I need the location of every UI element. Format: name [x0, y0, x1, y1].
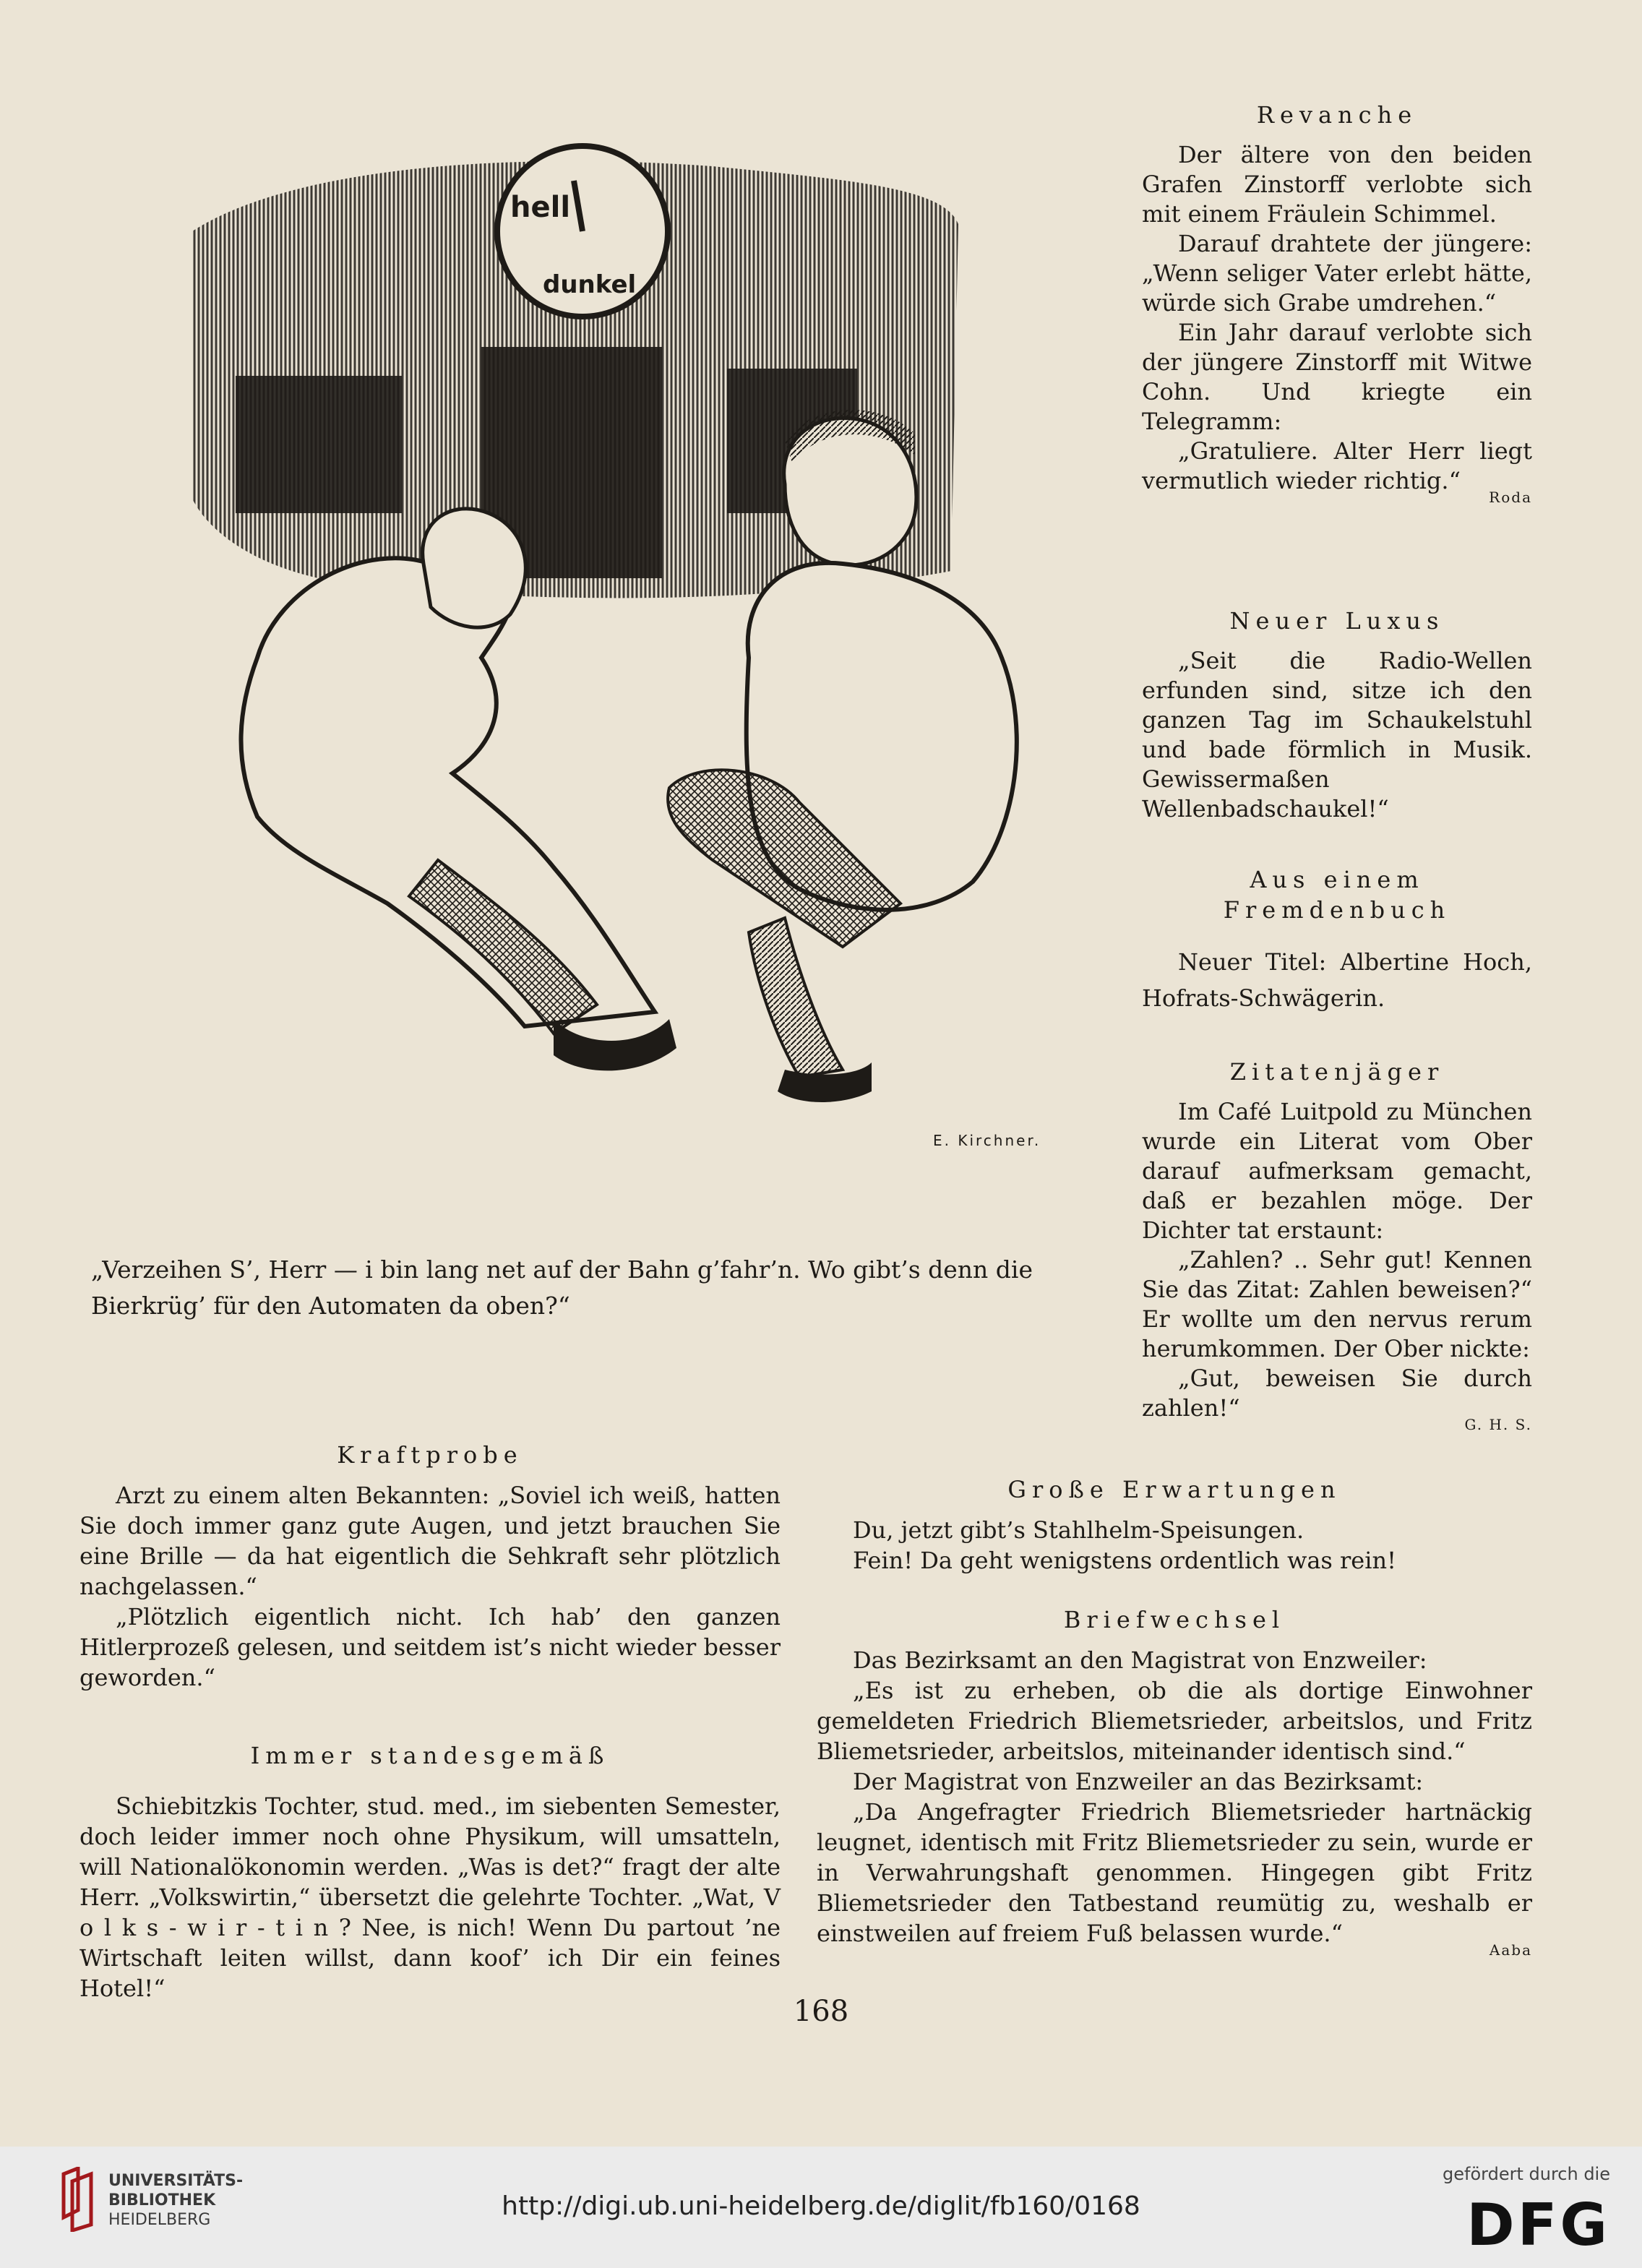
bottom-right-column — [817, 1474, 1532, 1959]
right-column-2 — [1142, 606, 1532, 824]
story-title: Briefwechsel — [1063, 1606, 1286, 1633]
story-paragraph: „Gut, beweisen Sie durch zahlen!“ — [1142, 1365, 1532, 1422]
cartoon-illustration — [149, 137, 1117, 1171]
story-title: Aus einem Fremdenbuch — [1223, 866, 1451, 924]
story-paragraph: Der Magistrat von Enzweiler an das Bezirksamt: — [853, 1768, 1424, 1795]
story-paragraph: „Zahlen? .. Sehr gut! Kennen Sie das Zitat: Zahlen beweisen?“ Er wollte um den nervus rerum herumkommen. Der Ober nickte: — [1142, 1246, 1532, 1362]
story-paragraph: Fein! Da geht wenigstens ordentlich was rein! — [853, 1547, 1396, 1574]
story-title: Neuer Luxus — [1229, 607, 1445, 635]
story-signature: Roda — [1489, 489, 1532, 506]
story-paragraph: Das Bezirksamt an den Magistrat von Enzweiler: — [853, 1646, 1427, 1674]
story-neuer-luxus — [1142, 606, 1532, 824]
story-title: Große Erwartungen — [1007, 1476, 1341, 1503]
story-fremdenbuch — [1142, 864, 1532, 1016]
story-title: Kraftprobe — [337, 1441, 523, 1469]
story-briefwechsel — [817, 1605, 1532, 1959]
story-signature: G. H. S. — [1464, 1416, 1532, 1433]
library-name-line2: BIBLIOTHEK — [108, 2191, 216, 2209]
permalink-url[interactable]: http://digi.ub.uni-heidelberg.de/diglit/fb160/0168 — [502, 2191, 1140, 2221]
funding-label: gefördert durch die — [1443, 2164, 1610, 2184]
story-revanche — [1142, 100, 1532, 506]
story-signature: Aaba — [1489, 1941, 1532, 1959]
right-column-4 — [1142, 1057, 1532, 1433]
story-title: Immer standesgemäß — [250, 1742, 610, 1769]
library-name-line3: HEIDELBERG — [108, 2211, 211, 2229]
story-kraftprobe — [79, 1440, 781, 1693]
story-paragraph: Arzt zu einem alten Bekannten: „Soviel ich weiß, hatten Sie doch immer ganz gute Augen, und jetzt brauchen Sie eine Brille — da hat eigentlich die Sehkraft sehr plötzlich nachgelassen.“ — [79, 1482, 781, 1600]
story-paragraph: „Es ist zu erheben, ob die als dortige Einwohner gemeldeten Friedrich Bliemetsrieder, arbeitslos, und Fritz Bliemetsrieder, arbeitslos, miteinander identisch sind.“ — [817, 1677, 1532, 1765]
dfg-logo: DFG — [1466, 2191, 1610, 2259]
story-standesgemaess — [79, 1740, 781, 2003]
story-title: Zitatenjäger — [1229, 1058, 1445, 1086]
page-number: 168 — [793, 1995, 849, 2028]
bottom-left-column — [79, 1440, 781, 2003]
story-paragraph: Schiebitzkis Tochter, stud. med., im siebenten Semester, doch leider immer noch ohne Physikum, will umsatteln, will Nationalökonomin werden. „Was is det?“ fragt der alte Herr. „Volkswirtin,“ übersetzt die gelehrte Tochter. „Wat, V o l k s - w i r - t i n ? Nee, is nich! Wenn Du partout ’ne Wirtschaft leiten willst, dann koof’ ich Dir ein feines Hotel!“ — [79, 1792, 781, 2002]
story-paragraph: Du, jetzt gibt’s Stahlhelm-Speisungen. — [853, 1516, 1304, 1544]
story-zitatenjaeger — [1142, 1057, 1532, 1433]
clock-label-dunkel: dunkel — [543, 270, 637, 299]
library-name-line1: UNIVERSITÄTS- — [108, 2172, 244, 2190]
clock-label-hell: hell — [510, 191, 571, 224]
artist-signature: E. Kirchner. — [933, 1132, 1041, 1149]
story-paragraph: Im Café Luitpold zu München wurde ein Literat vom Ober darauf aufmerksam gemacht, daß er bezahlen möge. Der Dichter tat erstaunt: — [1142, 1098, 1532, 1244]
story-paragraph: „Seit die Radio-Wellen erfunden sind, sitze ich den ganzen Tag im Schaukelstuhl und bade förmlich in Musik. Gewissermaßen Wellenbadschaukel!“ — [1142, 647, 1532, 822]
digitization-footer — [0, 2147, 1642, 2268]
story-paragraph: Ein Jahr darauf verlobte sich der jüngere Zinstorff mit Witwe Cohn. Und kriegte ein Telegramm: — [1142, 319, 1532, 435]
story-title: Revanche — [1256, 101, 1418, 129]
story-paragraph: „Plötzlich eigentlich nicht. Ich hab’ den ganzen Hitlerprozeß gelesen, und seitdem ist’s nicht wieder besser geworden.“ — [79, 1603, 781, 1691]
story-paragraph: „Da Angefragter Friedrich Bliemetsrieder hartnäckig leugnet, identisch mit Fritz Bliemetsrieder zu sein, wurde er in Verwahrungshaft genommen. Hingegen gibt Fritz Bliemetsrieder den Tatbestand reumütig zu, weshalb er einstweilen auf freiem Fuß belassen wurde.“ — [817, 1798, 1532, 1947]
illustration-caption: „Verzeihen S’, Herr — i bin lang net auf der Bahn g’fahr’n. Wo gibt’s denn die Bierkrüg’ für den Automaten da oben?“ — [91, 1255, 1033, 1320]
right-column-3 — [1142, 864, 1532, 1016]
story-paragraph: Neuer Titel: Albertine Hoch, Hofrats-Schwägerin. — [1142, 948, 1532, 1012]
story-paragraph: „Gratuliere. Alter Herr liegt vermutlich wieder richtig.“ — [1142, 437, 1532, 494]
story-paragraph: Der ältere von den beiden Grafen Zinstorff verlobte sich mit einem Fräulein Schimmel. — [1142, 141, 1532, 228]
right-column — [1142, 100, 1532, 506]
story-grosse-erwartungen — [817, 1474, 1532, 1576]
story-paragraph: Darauf drahtete der jüngere: „Wenn seliger Vater erlebt hätte, würde sich Grabe umdrehen.“ — [1142, 230, 1532, 317]
